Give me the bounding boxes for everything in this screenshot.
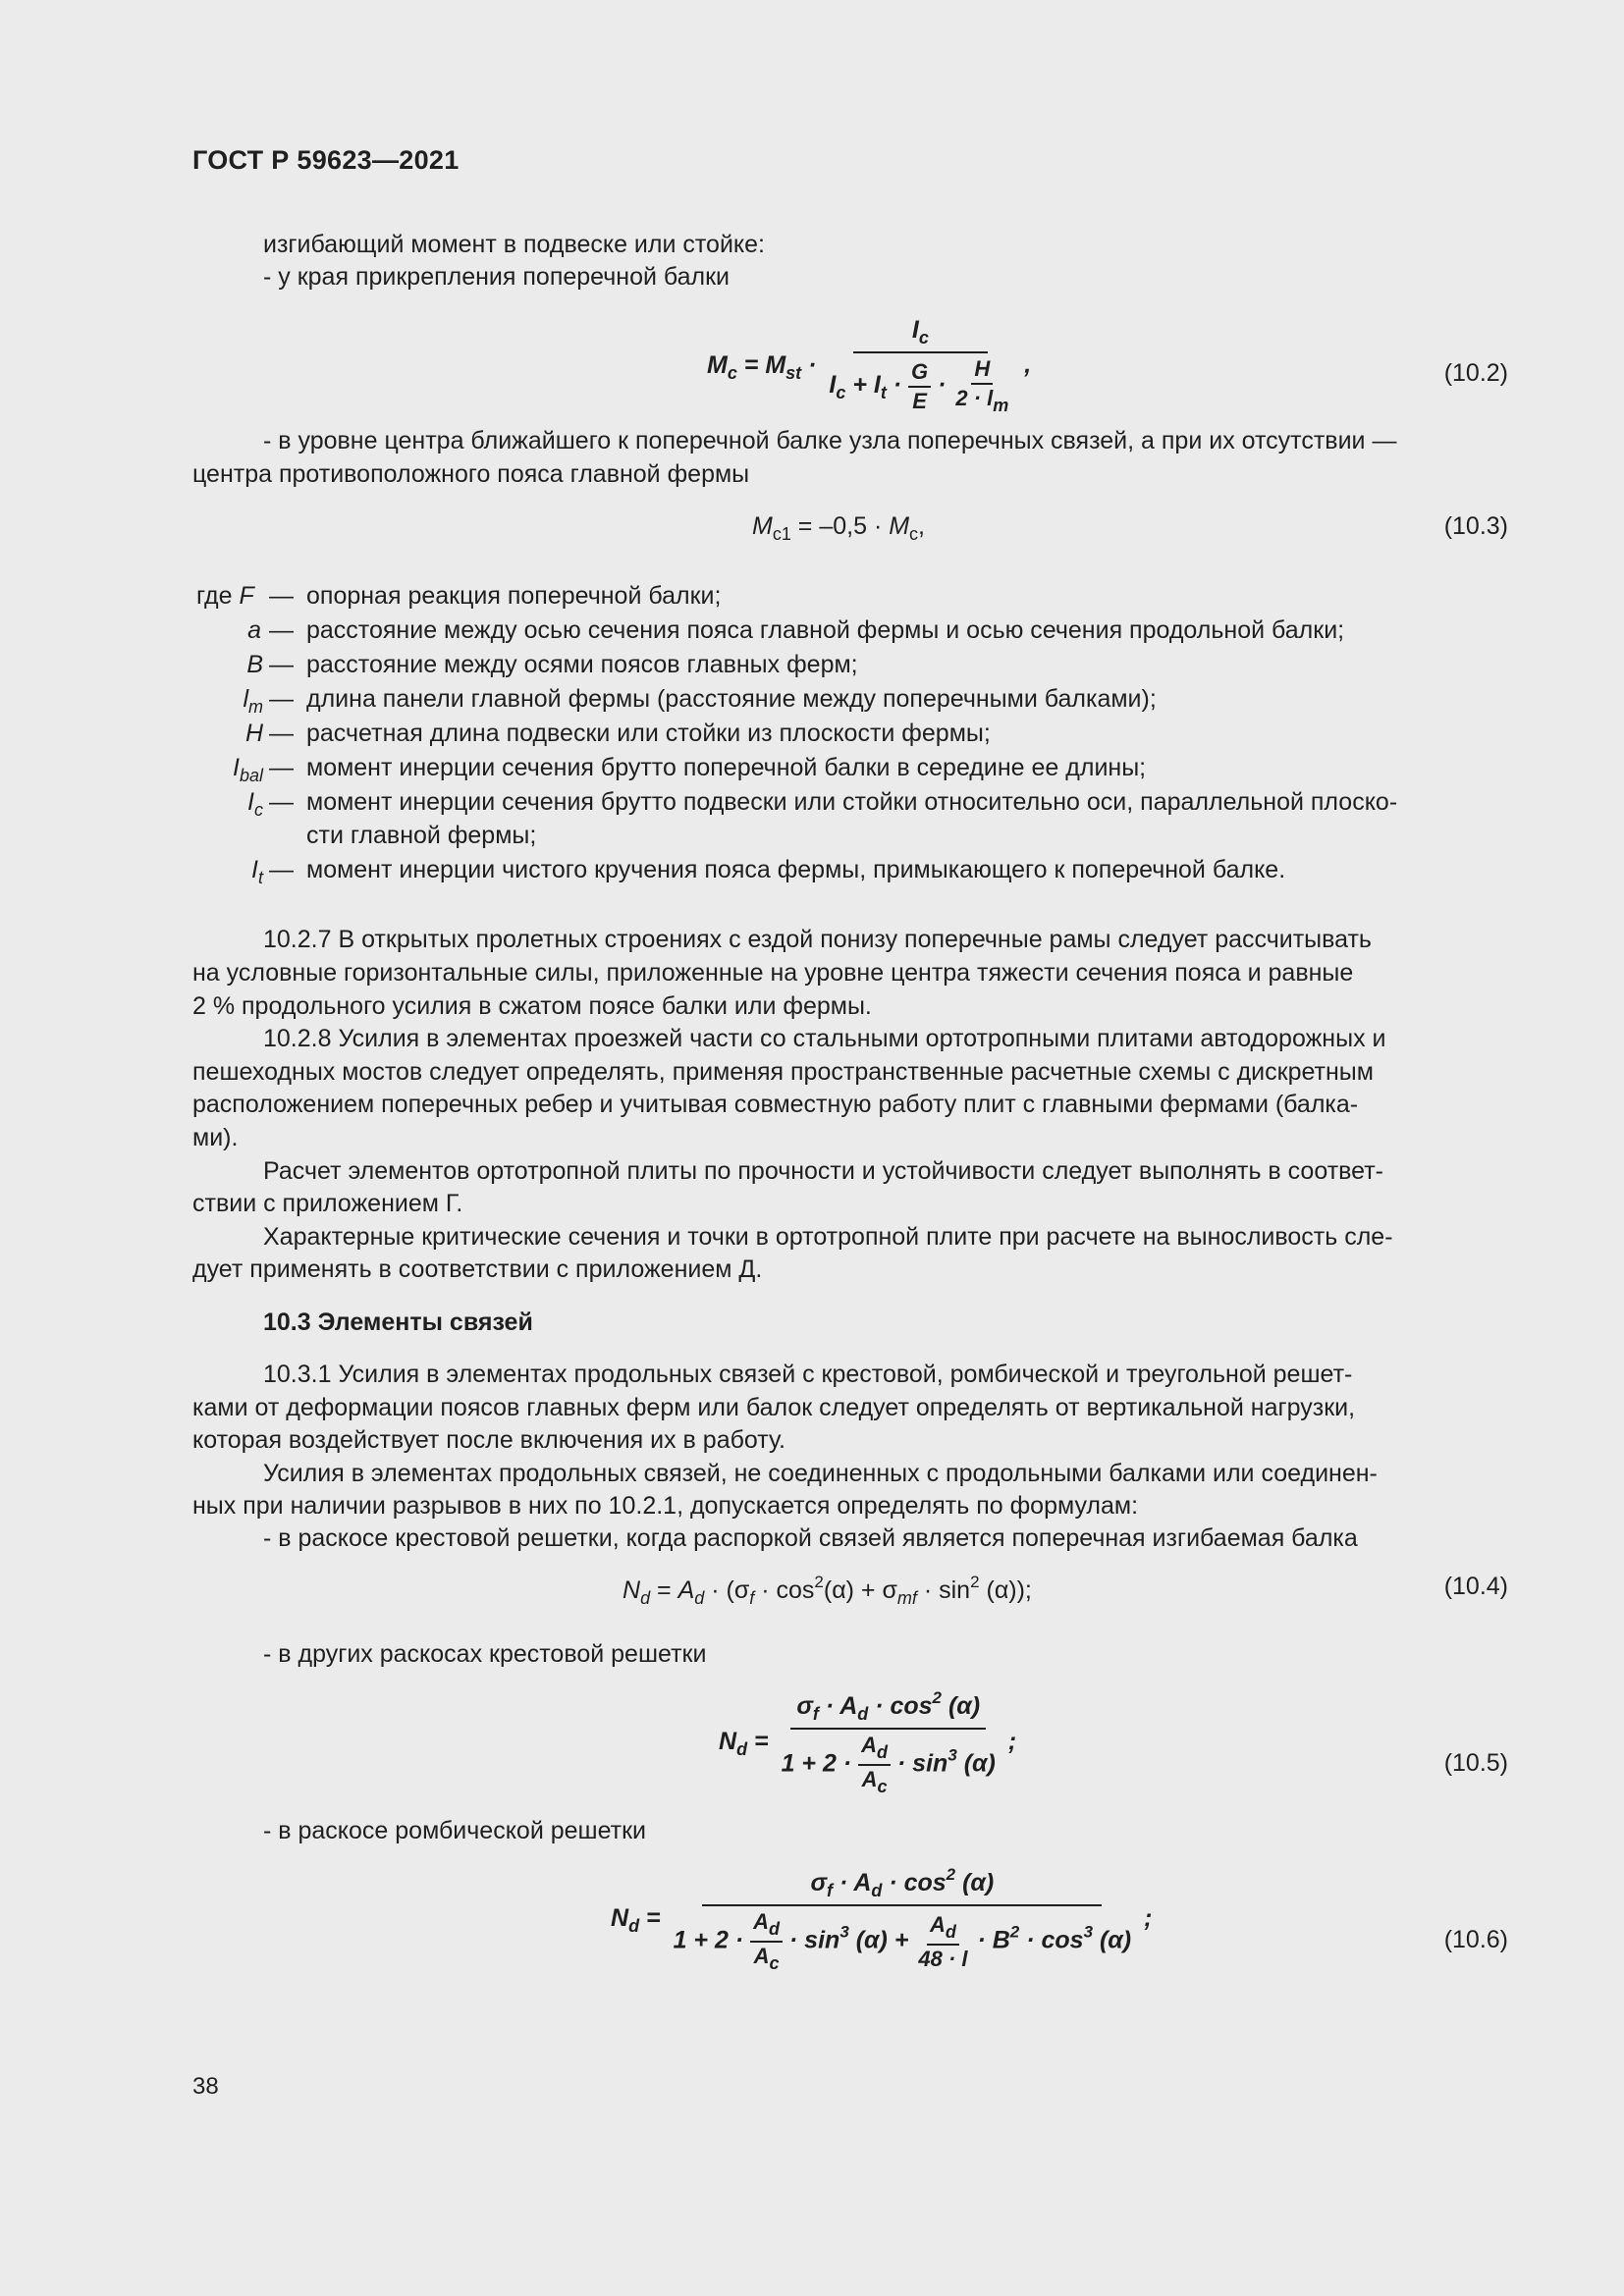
equation-number-10-6: (10.6) — [1443, 1926, 1508, 1953]
definitions-list — [187, 579, 1522, 887]
forces-paragraph-bullet: - в раскосе крестовой решетки, когда распоркой связей является поперечная изгибаемая балка — [263, 1524, 1358, 1552]
section-heading-10-3: 10.3 Элементы связей — [263, 1308, 533, 1336]
critical-sections-line-1: Характерные критические сечения и точки в ортотропной плите при расчете на выносливость сле- — [263, 1223, 1393, 1251]
clause-10-2-7-line-2: на условные горизонтальные силы, приложенные на уровне центра тяжести сечения пояса и равные — [192, 959, 1354, 987]
other-braces-bullet: - в других раскосах крестовой решетки — [263, 1640, 707, 1668]
clause-10-3-1-line-3: которая воздействует после включения их в работу. — [192, 1426, 785, 1454]
equation-number-10-3: (10.3) — [1443, 512, 1508, 540]
equation-number-10-4: (10.4) — [1443, 1573, 1508, 1600]
center-paragraph-line-2: центра противоположного пояса главной фермы — [192, 460, 750, 488]
formula-10-6: $N_d$ = $\sigma_f \cdot A_d \cdot \cos^2 (\alpha)$ 1 + 2 · $\frac{A_d}{A_c}$ · $\sin^3 (\alpha)$ + $\frac{A_d}{48 \cdot l}$ · $B^2 \cdot \cos^3 (\alpha)$ ; — [611, 1865, 1153, 1973]
definition-item: где F — опорная реакция поперечной балки; — [196, 582, 722, 610]
definition-item: $I_{bal}$ — момент инерции сечения брутто поперечной балки в середине ее длины; — [233, 754, 1147, 785]
intro-bullet: - у края прикрепления поперечной балки — [263, 263, 731, 291]
equation-number-10-5: (10.5) — [1443, 1749, 1508, 1777]
orthotropic-paragraph-line-2: ствии с приложением Г. — [192, 1190, 463, 1217]
clause-10-3-1-line-1: 10.3.1 Усилия в элементах продольных связей с крестовой, ромбической и треугольной решет- — [263, 1361, 1353, 1388]
definition-item: $I_t$ — момент инерции чистого кручения пояса фермы, примыкающего к поперечной балке. — [251, 856, 1286, 887]
equation-number-10-2: (10.2) — [1443, 359, 1508, 387]
clause-10-2-8-line-1: 10.2.8 Усилия в элементах проезжей части со стальными ортотропными плитами автодорожных и — [263, 1025, 1386, 1052]
formula-10-4: $N_d = A_d \cdot (\sigma_f \cdot \cos^2(\alpha) + \sigma_{mf} \cdot \sin^2 (\alpha))$; — [623, 1573, 1032, 1608]
forces-paragraph-line-2: ных при наличии разрывов в них по 10.2.1, допускается определять по формулам: — [192, 1492, 1139, 1520]
center-paragraph-line-1: - в уровне центра ближайшего к поперечной балке узла поперечных связей, а при их отсутствии — — [263, 427, 1397, 454]
clause-10-2-7-line-3: 2 % продольного усилия в сжатом поясе балки или фермы. — [192, 992, 872, 1020]
definition-item: a — расстояние между осью сечения пояса главной фермы и осью сечения продольной балки; — [247, 616, 1345, 644]
clause-10-2-7-line-1: 10.2.7 В открытых пролетных строениях с ездой понизу поперечные рамы следует рассчитывать — [263, 926, 1372, 953]
definition-item: $I_c$ — момент инерции сечения брутто подвески или стойки относительно оси, параллельной плоско- сти главной фермы; — [247, 788, 1398, 849]
orthotropic-paragraph-line-1: Расчет элементов ортотропной плиты по прочности и устойчивости следует выполнять в соответ- — [263, 1157, 1383, 1185]
definition-item: H — расчетная длина подвески или стойки из плоскости фермы; — [244, 720, 991, 747]
critical-sections-line-2: дует применять в соответствии с приложением Д. — [192, 1255, 763, 1283]
clause-10-3-1-line-2: ками от деформации поясов главных ферм или балок следует определять от вертикальной нагрузки, — [192, 1394, 1356, 1421]
formula-10-5: $N_d$ = $\sigma_f \cdot A_d \cdot \cos^2 (\alpha)$ 1 + 2 · $\frac{A_d}{A_c}$ · $\sin^3 (\alpha)$ ; — [719, 1688, 1017, 1796]
clause-10-2-8-line-2: пешеходных мостов следует определять, применяя пространственные расчетные схемы с дискретным — [192, 1058, 1374, 1086]
page-number: 38 — [192, 2073, 219, 2100]
forces-paragraph-line-1: Усилия в элементах продольных связей, не соединенных с продольными балками или соединен- — [263, 1460, 1378, 1487]
rhombic-brace-bullet: - в раскосе ромбической решетки — [263, 1817, 647, 1844]
formula-10-3: $M_{c1} = -0,5 \cdot M_c$, — [752, 512, 925, 544]
formula-10-2: $M_c = M_{st}$ · $I_c$ $I_c + I_t$ · $\frac{G}{E}$ · $\frac{H}{2 \cdot l_m}$ , — [707, 316, 1032, 415]
clause-10-2-8-line-4: ми). — [192, 1124, 239, 1151]
intro-line: изгибающий момент в подвеске или стойке: — [263, 231, 765, 258]
definition-item: $l_m$ — длина панели главной фермы (расстояние между поперечными балками); — [243, 685, 1157, 717]
definition-item: B — расстояние между осями поясов главных ферм; — [246, 651, 858, 678]
clause-10-2-8-line-3: расположением поперечных ребер и учитывая совместную работу плит с главными фермами (балка- — [192, 1091, 1359, 1118]
where-label: где — [196, 582, 233, 610]
page-header-standard-number: ГОСТ Р 59623—2021 — [192, 145, 460, 175]
